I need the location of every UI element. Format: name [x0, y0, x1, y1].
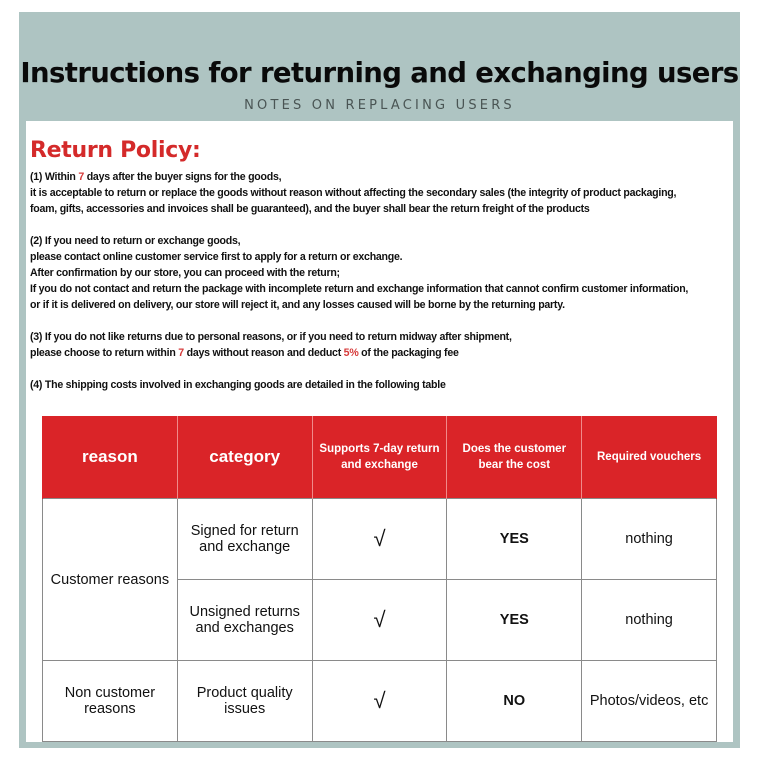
header-reason: reason: [43, 416, 178, 499]
policy-line: it is acceptable to return or replace the goods without reason without affecting the secondary sales (the integrity of product packaging,: [30, 187, 677, 199]
shipping-cost-table: [42, 416, 717, 742]
return-policy-heading: Return Policy:: [30, 138, 201, 163]
policy-line: (3) If you do not like returns due to personal reasons, or if you need to return midway after shipment,: [30, 331, 512, 343]
reason-cell: Customer reasons: [43, 499, 178, 661]
vouchers-cell: nothing: [582, 499, 717, 580]
table-row: [43, 499, 717, 580]
policy-line: After confirmation by our store, you can proceed with the return;: [30, 267, 340, 279]
category-cell: Unsigned returns and exchanges: [177, 580, 312, 661]
policy-line: If you do not contact and return the package with incomplete return and exchange information that cannot confirm customer information,: [30, 283, 689, 295]
highlight-percent: 5%: [343, 347, 359, 359]
highlight-days: 7: [178, 347, 184, 359]
vouchers-cell: Photos/videos, etc: [582, 661, 717, 742]
policy-line: or if it is delivered on delivery, our store will reject it, and any losses caused will be borne by the returning party.: [30, 299, 565, 311]
bear-cost-cell: YES: [447, 499, 582, 580]
table-header-row: [43, 416, 717, 499]
bear-cost-cell: YES: [447, 580, 582, 661]
header-required-vouchers: Required vouchers: [582, 416, 717, 499]
reason-cell: Non customer reasons: [43, 661, 178, 742]
header-category: category: [177, 416, 312, 499]
policy-line: please contact online customer service first to apply for a return or exchange.: [30, 251, 403, 263]
page-frame: [19, 12, 740, 748]
category-cell: Product quality issues: [177, 661, 312, 742]
header-supports-7-day: Supports 7-day return and exchange: [312, 416, 447, 499]
text: of the packaging fee: [358, 347, 459, 359]
header-customer-bears-cost: Does the customer bear the cost: [447, 416, 582, 499]
category-cell: Signed for return and exchange: [177, 499, 312, 580]
text: please choose to return within: [30, 347, 179, 359]
text: days without reason and deduct: [183, 347, 344, 359]
check-icon: √: [312, 580, 447, 661]
table-row: [43, 661, 717, 742]
policy-line: foam, gifts, accessories and invoices shall be guaranteed), and the buyer shall bear the return freight of the products: [30, 203, 590, 215]
policy-paragraph-4: [30, 377, 446, 393]
policy-line: [30, 169, 676, 185]
policy-paragraph-1: [30, 169, 676, 217]
policy-paragraph-2: [30, 233, 688, 313]
bear-cost-cell: NO: [447, 661, 582, 742]
page-title: Instructions for returning and exchanging users: [20, 57, 739, 89]
vouchers-cell: nothing: [582, 580, 717, 661]
check-icon: √: [312, 499, 447, 580]
highlight-days: 7: [78, 171, 85, 183]
check-icon: √: [312, 661, 447, 742]
text: days after the buyer signs for the goods,: [84, 171, 282, 183]
policy-line: (2) If you need to return or exchange goods,: [30, 235, 241, 247]
policy-line: (4) The shipping costs involved in exchanging goods are detailed in the following table: [30, 379, 446, 391]
page-subtitle: NOTES ON REPLACING USERS: [244, 98, 515, 113]
content-panel: [26, 121, 733, 742]
policy-paragraph-3: [30, 329, 512, 361]
policy-line: [30, 345, 512, 361]
text: (1) Within: [30, 171, 79, 183]
